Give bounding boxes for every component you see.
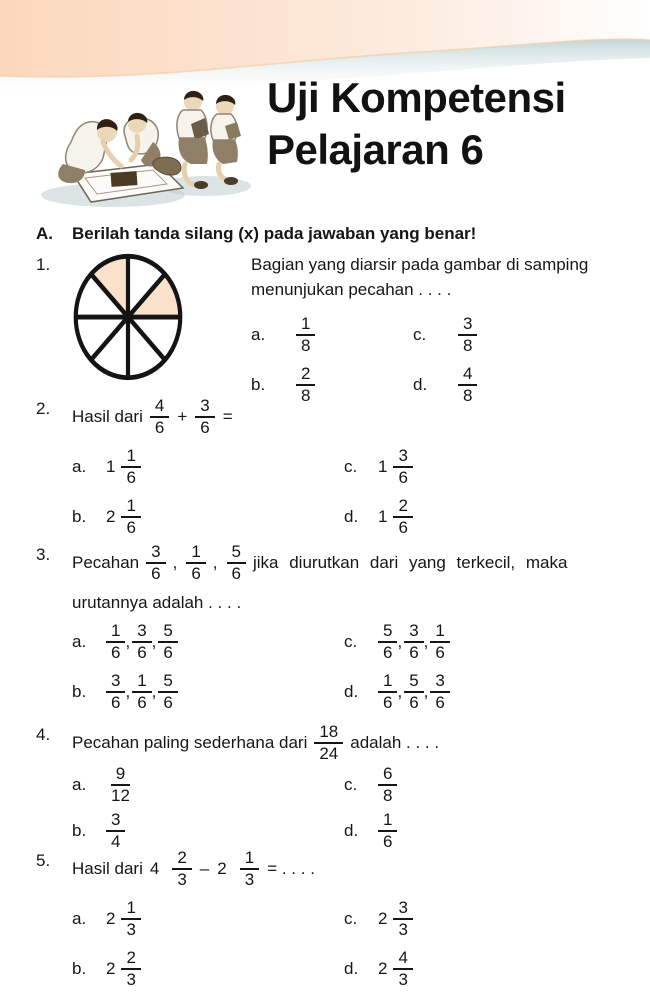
denominator: 3 [177, 870, 187, 889]
numerator: 1 [132, 671, 151, 693]
fraction [296, 314, 315, 356]
question-5-option-d [344, 948, 616, 990]
fraction [121, 898, 140, 940]
denominator: 6 [126, 518, 136, 537]
question-3-option-d [344, 671, 616, 713]
numerator: 1 [106, 621, 125, 643]
option-letter: a. [72, 457, 87, 476]
option-letter: a. [72, 632, 87, 651]
denominator: 6 [231, 564, 241, 583]
denominator: 6 [409, 693, 419, 712]
fraction [158, 671, 177, 713]
comma: , [125, 632, 131, 651]
option-letter: c. [344, 909, 358, 928]
denominator: 6 [383, 643, 393, 662]
statement-text: adalah . . . . [350, 733, 440, 752]
numerator: 3 [106, 810, 125, 832]
numerator: 1 [121, 446, 140, 468]
denominator: 8 [383, 786, 393, 805]
whole-number: 1 [378, 507, 388, 526]
fraction [393, 948, 412, 990]
whole-number: 1 [378, 457, 388, 476]
question-1-number: 1. [36, 255, 51, 274]
question-4-number: 4. [36, 725, 51, 744]
question-4 [36, 722, 616, 852]
numerator: 4 [458, 364, 477, 386]
denominator: 3 [126, 920, 136, 939]
comma: , [423, 632, 429, 651]
numerator: 3 [458, 314, 477, 336]
statement-text: jika diurutkan dari yang terkecil, maka [253, 553, 568, 572]
numerator: 5 [404, 671, 423, 693]
fraction [378, 671, 397, 713]
numerator: 1 [378, 810, 397, 832]
option-letter: d. [344, 682, 359, 701]
option-letter: c. [413, 325, 427, 344]
comma: , [151, 682, 157, 701]
option-letter: a. [251, 325, 266, 344]
equals-sign: = [222, 407, 233, 426]
denominator: 8 [463, 336, 473, 355]
option-letter: b. [251, 375, 266, 394]
fraction [393, 898, 412, 940]
question-2-option-c [344, 446, 616, 488]
question-3-number: 3. [36, 545, 51, 564]
question-3-statement [72, 542, 616, 584]
denominator: 6 [137, 693, 147, 712]
numerator: 4 [150, 396, 169, 418]
page-title-line2: Pelajaran 6 [267, 126, 484, 173]
fraction [121, 496, 140, 538]
minus-operator: – [199, 859, 210, 878]
fraction [314, 722, 343, 764]
denominator: 6 [151, 564, 161, 583]
numerator: 3 [106, 671, 125, 693]
comma: , [397, 632, 403, 651]
option-letter: c. [344, 632, 358, 651]
fraction [378, 810, 397, 852]
fraction [458, 314, 477, 356]
question-3-text-line2: urutannya adalah . . . . [72, 593, 242, 612]
section-instruction: Berilah tanda silang (x) pada jawaban yang benar! [72, 224, 477, 243]
fraction [378, 764, 397, 806]
denominator: 3 [244, 870, 255, 889]
fraction [121, 948, 140, 990]
whole-number: 4 [149, 859, 160, 878]
denominator: 6 [191, 564, 201, 583]
denominator: 3 [398, 920, 408, 939]
question-2-option-d [344, 496, 616, 538]
fraction-circle-figure [72, 252, 184, 382]
option-letter: d. [344, 507, 359, 526]
plus-operator: + [177, 407, 188, 426]
numerator: 5 [158, 671, 177, 693]
statement-text: Pecahan paling sederhana dari [72, 733, 308, 752]
fraction [132, 671, 151, 713]
numerator: 2 [172, 848, 191, 870]
numerator: 1 [186, 542, 205, 564]
denominator: 6 [200, 418, 210, 437]
question-4-option-a [72, 764, 344, 806]
whole-number: 1 [106, 457, 116, 476]
option-letter: d. [413, 375, 428, 394]
numerator: 9 [111, 764, 130, 786]
fraction [158, 621, 177, 663]
question-2-statement [72, 396, 616, 438]
denominator: 6 [409, 643, 419, 662]
denominator: 6 [111, 643, 121, 662]
fraction [186, 542, 205, 584]
question-5-number: 5. [36, 851, 51, 870]
question-4-option-b [72, 810, 344, 852]
fraction [404, 671, 423, 713]
option-letter: c. [344, 457, 358, 476]
option-letter: b. [72, 959, 87, 978]
denominator: 8 [463, 386, 473, 405]
denominator: 6 [383, 832, 393, 851]
question-5-statement [72, 848, 616, 890]
numerator: 1 [430, 621, 449, 643]
fraction [393, 446, 412, 488]
whole-number: 2 [106, 507, 116, 526]
question-1-option-c [413, 314, 616, 356]
numerator: 5 [227, 542, 246, 564]
question-3-option-b [72, 671, 344, 713]
option-letter: a. [72, 909, 87, 928]
question-2-option-a [72, 446, 344, 488]
numerator: 3 [393, 446, 412, 468]
question-1-text-line1: Bagian yang diarsir pada gambar di samping [251, 255, 589, 274]
fraction [106, 764, 135, 806]
option-letter: d. [344, 821, 359, 840]
numerator: 1 [296, 314, 315, 336]
question-1-option-a [251, 314, 413, 356]
fraction [172, 848, 191, 890]
option-letter: b. [72, 821, 87, 840]
denominator: 6 [126, 468, 136, 487]
numerator: 2 [121, 948, 140, 970]
denominator: 3 [126, 970, 136, 989]
whole-number: 2 [217, 859, 227, 878]
numerator: 1 [240, 848, 259, 870]
denominator: 6 [163, 693, 173, 712]
option-letter: d. [344, 959, 359, 978]
question-4-option-c [344, 764, 616, 806]
equals-sign: = . . . . [267, 859, 315, 878]
option-letter: b. [72, 507, 87, 526]
comma: , [397, 682, 403, 701]
numerator: 3 [393, 898, 412, 920]
fraction [106, 621, 125, 663]
question-4-statement [72, 722, 616, 764]
denominator: 8 [301, 336, 311, 355]
denominator: 6 [398, 518, 408, 537]
question-3-option-a [72, 621, 344, 663]
page-title [267, 72, 566, 176]
page-title-line1: Uji Kompetensi [267, 74, 566, 121]
question-1 [36, 252, 616, 406]
denominator: 6 [435, 693, 445, 712]
fraction [150, 396, 169, 438]
numerator: 2 [393, 496, 412, 518]
fraction [106, 810, 125, 852]
question-4-option-d [344, 810, 616, 852]
numerator: 3 [195, 396, 214, 418]
numerator: 1 [121, 898, 140, 920]
option-letter: c. [344, 775, 358, 794]
fraction [240, 848, 259, 890]
denominator: 12 [111, 786, 130, 805]
comma: , [125, 682, 131, 701]
statement-text: Hasil dari [72, 407, 143, 426]
whole-number: 2 [106, 959, 116, 978]
fraction [132, 621, 151, 663]
numerator: 4 [393, 948, 412, 970]
statement-text: Pecahan [72, 553, 140, 572]
numerator: 5 [378, 621, 397, 643]
fraction [430, 671, 449, 713]
comma: , [212, 553, 218, 572]
comma: , [172, 553, 178, 572]
denominator: 8 [301, 386, 311, 405]
numerator: 1 [378, 671, 397, 693]
question-2-number: 2. [36, 399, 51, 418]
question-5-option-a [72, 898, 344, 940]
question-3 [36, 542, 616, 713]
question-1-text-line2: menunjukan pecahan . . . . [251, 280, 452, 299]
numerator: 6 [378, 764, 397, 786]
question-5-option-b [72, 948, 344, 990]
whole-number: 2 [378, 909, 388, 928]
question-2 [36, 396, 616, 538]
fraction [227, 542, 246, 584]
fraction [404, 621, 423, 663]
question-5 [36, 848, 616, 990]
option-letter: a. [72, 775, 87, 794]
denominator: 6 [163, 643, 173, 662]
numerator: 18 [314, 722, 343, 744]
denominator: 6 [383, 693, 393, 712]
numerator: 3 [430, 671, 449, 693]
fraction [146, 542, 165, 584]
fraction [378, 621, 397, 663]
fraction [195, 396, 214, 438]
denominator: 6 [154, 418, 165, 437]
statement-text: Hasil dari [72, 859, 143, 878]
numerator: 3 [146, 542, 165, 564]
numerator: 5 [158, 621, 177, 643]
denominator: 6 [435, 643, 445, 662]
comma: , [423, 682, 429, 701]
denominator: 6 [398, 468, 408, 487]
children-reading-illustration [32, 80, 254, 212]
question-5-option-c [344, 898, 616, 940]
question-3-option-c [344, 621, 616, 663]
whole-number: 2 [106, 909, 116, 928]
fraction [430, 621, 449, 663]
comma: , [151, 632, 157, 651]
denominator: 24 [319, 744, 339, 763]
whole-number: 2 [378, 959, 388, 978]
fraction [121, 446, 140, 488]
denominator: 4 [111, 832, 121, 851]
section-label: A. [36, 224, 53, 243]
numerator: 1 [121, 496, 140, 518]
section-a-heading [36, 224, 620, 244]
denominator: 6 [137, 643, 147, 662]
question-2-option-b [72, 496, 344, 538]
numerator: 3 [132, 621, 151, 643]
denominator: 3 [398, 970, 408, 989]
fraction [393, 496, 412, 538]
option-letter: b. [72, 682, 87, 701]
fraction [106, 671, 125, 713]
denominator: 6 [111, 693, 121, 712]
numerator: 2 [296, 364, 315, 386]
numerator: 3 [404, 621, 423, 643]
